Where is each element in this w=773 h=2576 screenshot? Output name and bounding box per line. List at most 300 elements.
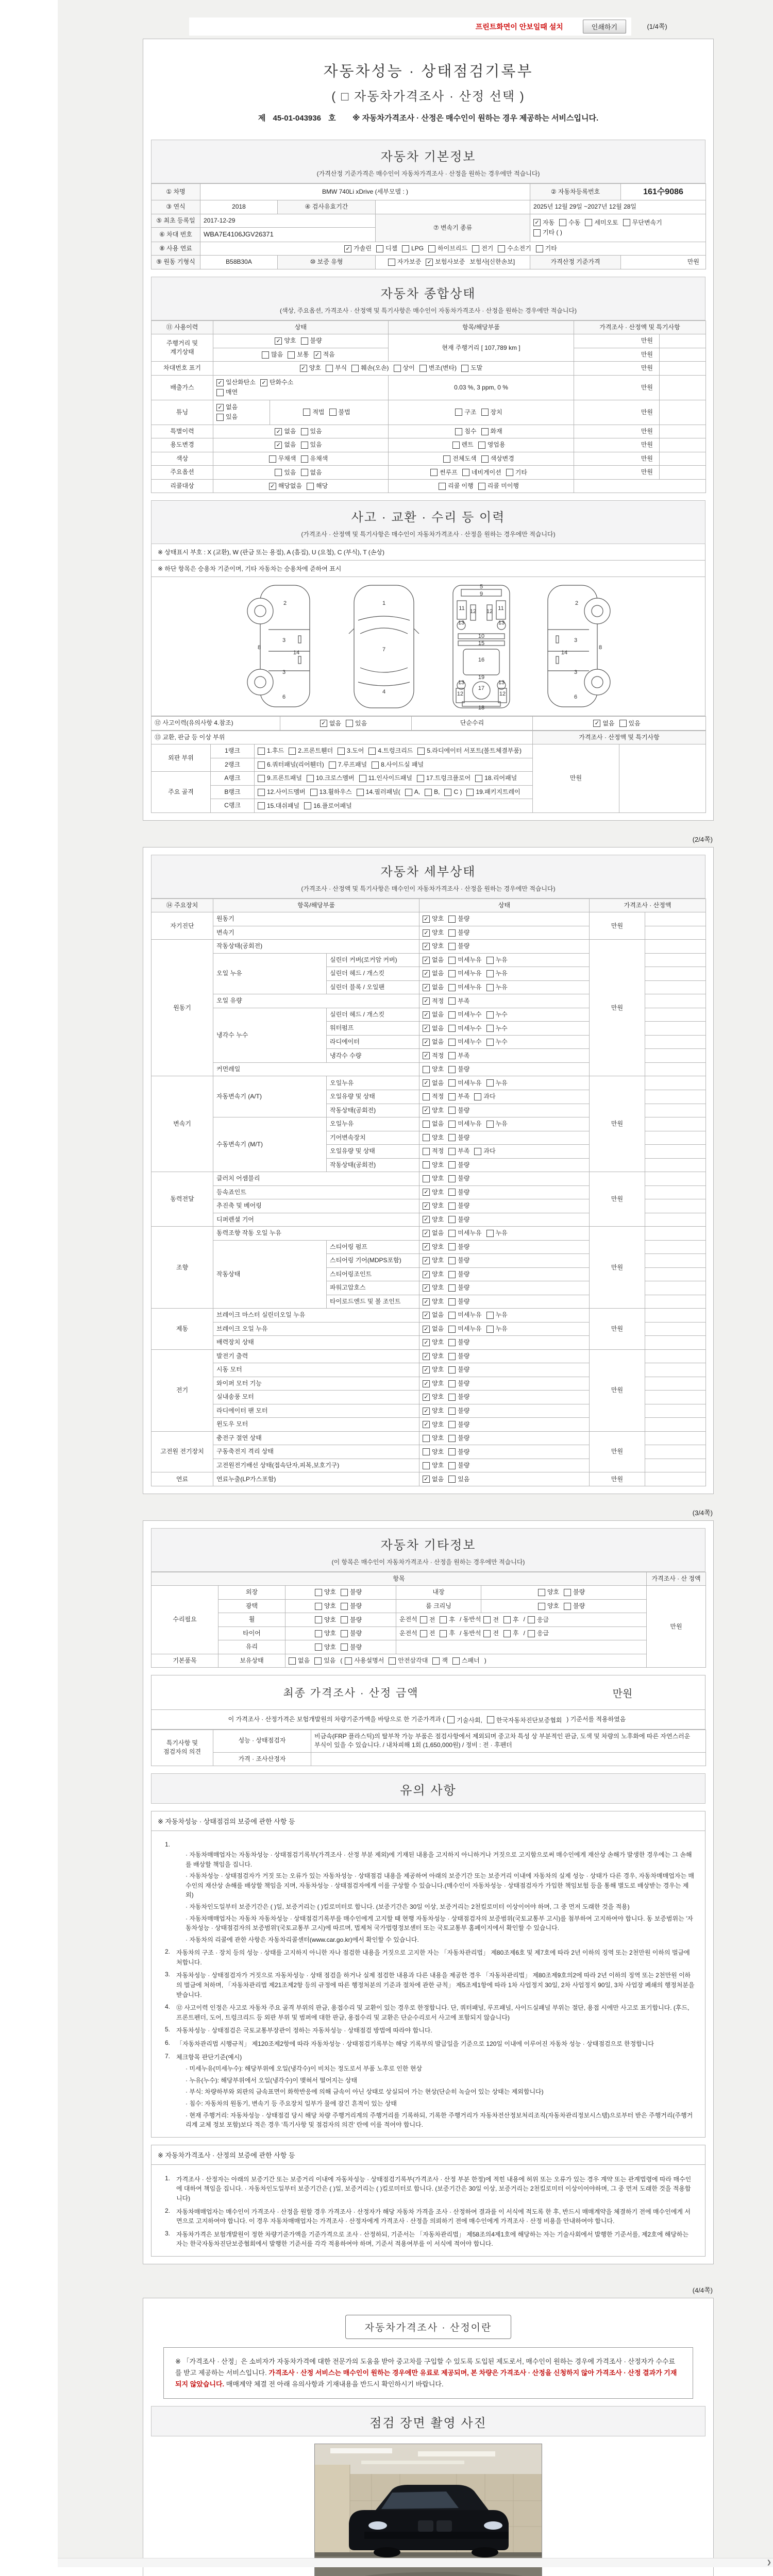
checkbox-14.필러패널([interactable] — [357, 788, 400, 796]
checkbox-없음[interactable] — [275, 440, 296, 449]
checkbox-19.패키지트레이[interactable] — [466, 788, 520, 796]
checkbox-label: 양호 — [547, 1588, 559, 1596]
cell: ⑦ 변속기 종류 — [376, 214, 530, 242]
checkbox-영업용[interactable] — [478, 440, 506, 449]
checkbox-C )[interactable] — [444, 788, 462, 796]
checkbox-있음[interactable] — [301, 440, 322, 449]
checkbox-B,[interactable] — [425, 788, 440, 796]
checkbox-양호[interactable] — [423, 1188, 444, 1197]
checkbox-응급[interactable] — [528, 1629, 549, 1638]
checkbox-색상변경[interactable] — [481, 454, 514, 463]
checkbox-양호[interactable] — [315, 1588, 336, 1597]
cell: 오일누유 — [327, 1117, 419, 1131]
checkbox-안전삼각대[interactable] — [389, 1656, 428, 1665]
checkbox-11.인사이드패널[interactable] — [359, 774, 412, 783]
checkbox-label: 응급 — [536, 1616, 549, 1623]
checkbox-일산화탄소[interactable] — [216, 378, 256, 387]
checkbox-전[interactable] — [420, 1616, 435, 1624]
checkbox-부족[interactable] — [448, 1052, 469, 1060]
cell: 등속죠인트 — [213, 1185, 419, 1199]
checkbox-6.쿼터패널(리어휀더)[interactable] — [258, 760, 324, 769]
checkbox-불량[interactable] — [448, 928, 469, 937]
unchecked-box-icon — [448, 1243, 456, 1250]
checkbox-미세누수[interactable] — [448, 1010, 481, 1019]
cell: 가격조사 · 산 정액 — [647, 1572, 706, 1585]
checkbox-없음[interactable] — [423, 1024, 444, 1033]
checkbox-label: 양호 — [432, 1420, 444, 1428]
checkbox-침수[interactable] — [455, 427, 476, 436]
checked-box-icon: ✓ — [423, 1476, 430, 1483]
checkbox-보험사보증[interactable] — [426, 258, 465, 266]
checkbox-label: 무채색 — [278, 455, 296, 462]
checkbox-label: 불량 — [458, 1406, 470, 1414]
checkbox-기술사회,[interactable] — [447, 1716, 482, 1724]
checkbox-도말[interactable] — [461, 364, 482, 372]
checkbox-기타 ( )[interactable] — [533, 228, 562, 237]
checkbox-양호[interactable] — [423, 942, 444, 951]
checkbox-전기[interactable] — [472, 244, 493, 253]
checkbox-양호[interactable] — [423, 1201, 444, 1210]
checkbox-누유[interactable] — [486, 1229, 508, 1238]
checkbox-양호[interactable] — [538, 1602, 559, 1611]
checkbox-부식[interactable] — [326, 364, 347, 372]
checkbox-label: 잭 — [442, 1657, 448, 1665]
checkbox-있음[interactable] — [346, 719, 367, 728]
checkbox-무채색[interactable] — [269, 454, 296, 463]
cell: ① 차명 — [152, 184, 200, 200]
checkbox-전[interactable] — [483, 1629, 499, 1638]
checkbox-불량[interactable] — [448, 1420, 469, 1429]
unchecked-box-icon — [275, 469, 282, 476]
checkbox-해당[interactable] — [307, 482, 328, 490]
checkbox-불량[interactable] — [448, 1201, 469, 1210]
checkbox-label: 불량 — [458, 1188, 470, 1196]
checkbox-없음[interactable] — [423, 1325, 444, 1333]
checkbox-많음[interactable] — [262, 350, 283, 359]
cell — [645, 1117, 706, 1131]
checked-box-icon: ✓ — [423, 1202, 430, 1210]
checkbox-양호[interactable] — [423, 1352, 444, 1361]
checkbox-후[interactable] — [440, 1616, 455, 1624]
checkbox-후[interactable] — [503, 1616, 519, 1624]
checkbox-없음[interactable] — [320, 719, 341, 728]
checkbox-과다[interactable] — [474, 1092, 495, 1101]
checkbox-적정[interactable] — [423, 1092, 444, 1101]
checkbox-전체도색[interactable] — [443, 454, 476, 463]
checkbox-label: 기타 ( ) — [543, 229, 562, 236]
cell: WBA7E4106JGV26371 — [200, 227, 376, 242]
checkbox-누유[interactable] — [486, 956, 508, 964]
checkbox-group-cell — [213, 375, 389, 400]
page-indicator-1: (1/4쪽) — [647, 22, 667, 30]
checkbox-label: 양호 — [432, 1338, 444, 1346]
checkbox-화재[interactable] — [481, 427, 502, 436]
checkbox-구조[interactable] — [455, 408, 476, 417]
checkbox-미세누유[interactable] — [448, 983, 481, 992]
checkbox-없음[interactable] — [423, 956, 444, 964]
checkbox-누수[interactable] — [486, 1024, 508, 1033]
unchecked-box-icon — [423, 1175, 430, 1182]
checkbox-스패너[interactable] — [452, 1656, 480, 1665]
checkbox-없음[interactable] — [301, 468, 322, 477]
checkbox-미세누수[interactable] — [448, 1024, 481, 1033]
checkbox-있음[interactable] — [448, 1475, 469, 1484]
checkbox-전[interactable] — [483, 1616, 499, 1624]
checkbox-하이브리드[interactable] — [428, 244, 467, 253]
checkbox-세미오토[interactable] — [585, 218, 618, 227]
checkbox-양호[interactable] — [423, 1161, 444, 1170]
checkbox-누수[interactable] — [486, 1010, 508, 1019]
checkbox-상이[interactable] — [394, 364, 415, 372]
checkbox-누수[interactable] — [486, 1038, 508, 1046]
unchecked-box-icon — [448, 1121, 456, 1128]
doc-no-suffix: 호 — [328, 114, 336, 123]
checked-box-icon: ✓ — [423, 929, 430, 937]
checkbox-있음[interactable] — [619, 719, 641, 728]
checkbox-네비게이션[interactable] — [462, 468, 501, 477]
checkbox-해당없음[interactable] — [269, 482, 302, 490]
svg-text:14: 14 — [293, 650, 300, 656]
checkbox-18.리어패널[interactable] — [475, 774, 517, 783]
cell — [645, 1008, 706, 1022]
checkbox-불량[interactable] — [564, 1588, 585, 1597]
notice-item: 4. ⑫ 사고이력 인정은 사고로 자동차 주요 골격 부위의 판금, 용접수리 및 교환이 있는 경우로 한정합니다. 단, 쿼터패널, 루프패널, 사이드실패널 부위는 절단, 용접 시에만 사고로 표기합니다. (후드, 프론트펜더, 도어, 트렁크리드 등 외판 부위 및 범퍼에 대한 판금, 용접수리 및 교환은 단순수리로서 사고에 포함되지 않습니다) — [165, 2003, 690, 2021]
checkbox-양호[interactable] — [315, 1602, 336, 1611]
checkbox-불법[interactable] — [329, 408, 350, 417]
checkbox-label: 없음 — [432, 1229, 444, 1237]
cell: ③ 연식 — [152, 200, 200, 214]
checkbox-불량[interactable] — [341, 1588, 362, 1597]
checkbox-양호[interactable] — [315, 1629, 336, 1638]
checkbox-label: 가솔린 — [354, 244, 372, 252]
checkbox-누유[interactable] — [486, 1311, 508, 1319]
unchecked-box-icon — [341, 1616, 348, 1623]
checkbox-2.프론트휀더[interactable] — [289, 747, 333, 755]
checkbox-없음[interactable] — [275, 427, 296, 436]
checkbox-불량[interactable] — [341, 1643, 362, 1652]
checkbox-수소전기[interactable] — [498, 244, 531, 253]
checkbox-불량[interactable] — [448, 1406, 469, 1415]
checkbox-label: 양호 — [432, 1257, 444, 1264]
checkbox-적정[interactable] — [423, 1147, 444, 1156]
checkbox-양호[interactable] — [423, 1434, 444, 1443]
table-row — [152, 334, 706, 348]
checkbox-있음[interactable] — [301, 427, 322, 436]
checkbox-group-cell — [530, 214, 706, 242]
checkbox-label: 양호 — [432, 1393, 444, 1401]
checkbox-13.휠하우스[interactable] — [310, 788, 352, 796]
table-row — [152, 1626, 706, 1640]
checkbox-적법[interactable] — [303, 408, 324, 417]
checkbox-불량[interactable] — [448, 1270, 469, 1279]
checkbox-양호[interactable] — [538, 1588, 559, 1597]
checkbox-10.크로스멤버[interactable] — [307, 774, 355, 783]
checkbox-불량[interactable] — [448, 1188, 469, 1197]
checkbox-리콜 이행[interactable] — [439, 482, 474, 490]
checkbox-label: 기술사회, — [457, 1716, 482, 1724]
section-title: 자동차 기본정보 — [380, 150, 476, 164]
checkbox-없음[interactable] — [423, 1311, 444, 1319]
checkbox-양호[interactable] — [315, 1616, 336, 1624]
checkbox-양호[interactable] — [423, 1461, 444, 1470]
checkbox-없음[interactable] — [423, 1475, 444, 1484]
checkbox-미세누유[interactable] — [448, 1325, 481, 1333]
checkbox-수동[interactable] — [559, 218, 580, 227]
checkbox-불량[interactable] — [448, 1461, 469, 1470]
checkbox-훼손(오손)[interactable] — [351, 364, 389, 372]
inline-text: / 동반석 — [459, 1629, 481, 1637]
checkbox-불량[interactable] — [448, 1133, 469, 1142]
checkbox-없음[interactable] — [423, 1010, 444, 1019]
cell — [645, 1472, 706, 1486]
table-row — [152, 214, 706, 227]
checkbox-불량[interactable] — [341, 1629, 362, 1638]
checkbox-미세누유[interactable] — [448, 969, 481, 978]
checkbox-불량[interactable] — [448, 942, 469, 951]
checkbox-불량[interactable] — [564, 1602, 585, 1611]
checkbox-과다[interactable] — [474, 1147, 495, 1156]
unchecked-box-icon — [452, 442, 460, 449]
checkbox-불량[interactable] — [301, 336, 322, 345]
unchecked-box-icon — [486, 984, 494, 991]
checkbox-양호[interactable] — [315, 1643, 336, 1652]
checkbox-양호[interactable] — [423, 1256, 444, 1265]
checkbox-1.후드[interactable] — [258, 747, 284, 755]
checkbox-있음[interactable] — [314, 1656, 335, 1665]
table-row — [152, 1599, 706, 1613]
checkbox-자가보증[interactable] — [388, 258, 421, 266]
checkbox-양호[interactable] — [423, 1406, 444, 1415]
checkbox-양호[interactable] — [423, 914, 444, 923]
checkbox-불량[interactable] — [448, 1174, 469, 1183]
checkbox-미세누유[interactable] — [448, 1229, 481, 1238]
checkbox-양호[interactable] — [423, 1338, 444, 1347]
svg-text:4: 4 — [382, 689, 386, 696]
checkbox-렌트[interactable] — [452, 440, 474, 449]
cell: 만원 — [574, 400, 660, 425]
checkbox-양호[interactable] — [300, 364, 321, 372]
checkbox-가솔린[interactable] — [344, 244, 372, 253]
checkbox-무단변속기[interactable] — [623, 218, 662, 227]
checkbox-양호[interactable] — [423, 1133, 444, 1142]
checkbox-불량[interactable] — [448, 1256, 469, 1265]
cell: 수동변속기 (M/T) — [213, 1117, 327, 1172]
cell — [645, 1322, 706, 1336]
checkbox-15.대쉬패널[interactable] — [258, 802, 299, 810]
cell — [645, 1391, 706, 1404]
checkbox-label: 13.휠하우스 — [319, 788, 352, 795]
checkbox-불량[interactable] — [448, 914, 469, 923]
checkbox-5.라디에이터 서포트(볼트체결부품)[interactable] — [417, 747, 522, 755]
checkbox-변조(변타)[interactable] — [419, 364, 457, 372]
checkbox-불량[interactable] — [448, 1434, 469, 1443]
checkbox-미세누유[interactable] — [448, 1311, 481, 1319]
checkbox-한국자동차진단보증협회[interactable] — [487, 1716, 562, 1724]
checkbox-부족[interactable] — [448, 1092, 469, 1101]
checkbox-label: 구조 — [464, 408, 477, 416]
checkbox-탄화수소[interactable] — [260, 378, 293, 387]
checkbox-불량[interactable] — [448, 1161, 469, 1170]
checkbox-장치[interactable] — [481, 408, 502, 417]
checkbox-16.플로어패널[interactable] — [304, 802, 352, 810]
checkbox-불량[interactable] — [448, 1352, 469, 1361]
checkbox-적음[interactable] — [314, 350, 335, 359]
checkbox-있음[interactable] — [216, 413, 238, 421]
cell: 만원 — [574, 438, 660, 452]
checkbox-부족[interactable] — [448, 997, 469, 1006]
checkbox-매연[interactable] — [216, 388, 238, 397]
checkbox-불량[interactable] — [448, 1297, 469, 1306]
cell: 스티어링조인트 — [327, 1267, 419, 1281]
checkbox-전[interactable] — [420, 1629, 435, 1638]
unchecked-box-icon — [372, 761, 379, 769]
unchecked-box-icon — [448, 1435, 456, 1442]
checkbox-미세누유[interactable] — [448, 1120, 481, 1128]
checkbox-기타[interactable] — [506, 468, 527, 477]
checkbox-양호[interactable] — [423, 1065, 444, 1074]
checkbox-label: 과다 — [483, 1147, 496, 1155]
checkbox-불량[interactable] — [448, 1215, 469, 1224]
cell: A랭크 — [211, 772, 255, 786]
checkbox-양호[interactable] — [423, 1283, 444, 1292]
checkbox-8.사이드실 패널[interactable] — [372, 760, 424, 769]
inline-text: 이 가격조사 · 산정가격은 보험개발원의 차량기준가액을 바탕으로 한 기준가격과 ( — [228, 1716, 445, 1723]
checked-box-icon: ✓ — [423, 997, 430, 1005]
checkbox-없음[interactable] — [216, 403, 238, 412]
checkbox-없음[interactable] — [423, 1079, 444, 1088]
checkbox-없음[interactable] — [593, 719, 614, 728]
checkbox-4.트렁크리드[interactable] — [368, 747, 413, 755]
checkbox-label: 양호 — [432, 1133, 444, 1141]
checkbox-부족[interactable] — [448, 1147, 469, 1156]
checkbox-양호[interactable] — [423, 1106, 444, 1115]
checkbox-없음[interactable] — [423, 983, 444, 992]
checkbox-A,[interactable] — [405, 788, 420, 796]
checkbox-양호[interactable] — [275, 336, 296, 345]
checkbox-불량[interactable] — [448, 1243, 469, 1251]
checkbox-없음[interactable] — [423, 1229, 444, 1238]
intro-text-1: ※ 「가격조사 · 산정」은 소비자가 자동차가격에 대한 전문가의 도움을 받아 중고차를 구입할 수 있도록 도입된 제도로서, 매수인이 원하는 경우에 가격조사 · 산정자가 수수료를 받고 제공하는 서비스입니다. — [175, 2357, 676, 2377]
checkbox-7.루프패널[interactable] — [329, 760, 367, 769]
checkbox-없음[interactable] — [423, 1038, 444, 1046]
checkbox-양호[interactable] — [423, 1243, 444, 1251]
checkbox-디젤[interactable] — [376, 244, 397, 253]
checkbox-양호[interactable] — [423, 1379, 444, 1388]
checkbox-label: 누유 — [495, 1229, 508, 1237]
checkbox-불량[interactable] — [341, 1616, 362, 1624]
checkbox-불량[interactable] — [448, 1393, 469, 1401]
checkbox-없음[interactable] — [289, 1656, 310, 1665]
cell: ⑧ 사용 연료 — [152, 242, 200, 256]
checkbox-리콜 미이행[interactable] — [478, 482, 519, 490]
checkbox-누유[interactable] — [486, 1079, 508, 1088]
checkbox-썬루프[interactable] — [430, 468, 458, 477]
pricing-intro-box — [163, 2347, 693, 2399]
checkbox-적정[interactable] — [423, 997, 444, 1006]
checkbox-불량[interactable] — [341, 1602, 362, 1611]
checkbox-group-cell — [396, 1613, 647, 1627]
unchecked-box-icon — [448, 1189, 456, 1196]
checkbox-group-cell — [419, 1322, 590, 1336]
checkbox-양호[interactable] — [423, 1420, 444, 1429]
checkbox-양호[interactable] — [423, 1174, 444, 1183]
checkbox-label: 누유 — [495, 956, 508, 963]
checkbox-불량[interactable] — [448, 1448, 469, 1456]
checkbox-후[interactable] — [503, 1629, 519, 1638]
checkbox-불량[interactable] — [448, 1283, 469, 1292]
checkbox-label: 있음 — [628, 719, 641, 727]
checkbox-없음[interactable] — [423, 1120, 444, 1128]
checkbox-후[interactable] — [440, 1629, 455, 1638]
checkbox-불량[interactable] — [448, 1338, 469, 1347]
checkbox-누유[interactable] — [486, 983, 508, 992]
checkbox-잭[interactable] — [432, 1656, 448, 1665]
checkbox-적정[interactable] — [423, 1052, 444, 1060]
checked-box-icon: ✓ — [423, 1339, 430, 1346]
checkbox-label: 양호 — [324, 1588, 336, 1596]
cell: 오일 누유 — [213, 953, 327, 994]
checkbox-미세누유[interactable] — [448, 956, 481, 964]
checkbox-양호[interactable] — [423, 928, 444, 937]
checkbox-보통[interactable] — [288, 350, 309, 359]
cell: ⑭ 주요장치 — [152, 899, 213, 912]
checkbox-있음[interactable] — [275, 468, 296, 477]
checkbox-유채색[interactable] — [301, 454, 328, 463]
cell — [645, 1172, 706, 1186]
checkbox-양호[interactable] — [423, 1393, 444, 1401]
checkbox-양호[interactable] — [423, 1365, 444, 1374]
section-title: 자동차 세부상태 — [380, 865, 476, 879]
checkbox-사용설명서[interactable] — [345, 1656, 384, 1665]
checkbox-label: 미세누유 — [458, 1120, 482, 1128]
checkbox-불량[interactable] — [448, 1106, 469, 1115]
checkbox-17.트렁크플로어[interactable] — [417, 774, 470, 783]
checkbox-누유[interactable] — [486, 1325, 508, 1333]
print-button[interactable]: 인쇄하기 — [583, 20, 626, 33]
print-install-note: 프린트화면이 안보일때 설치 — [475, 22, 563, 31]
checkbox-label: 보통 — [297, 350, 309, 358]
checkbox-group-cell — [419, 1131, 590, 1145]
checkbox-없음[interactable] — [423, 969, 444, 978]
checkbox-미세누유[interactable] — [448, 1079, 481, 1088]
checkbox-LPG[interactable] — [402, 244, 424, 253]
checkbox-기타[interactable] — [536, 244, 557, 253]
table-row — [152, 899, 706, 912]
checkbox-3.도어[interactable] — [338, 747, 364, 755]
checkbox-누유[interactable] — [486, 969, 508, 978]
checkbox-응급[interactable] — [528, 1616, 549, 1624]
scroll-right-icon[interactable]: ❯ — [766, 2560, 771, 2566]
checkbox-불량[interactable] — [448, 1065, 469, 1074]
cell: 현재 주행거리 [ 107,789 km ] — [389, 334, 574, 362]
horizontal-scrollbar[interactable] — [58, 2558, 773, 2567]
checkbox-양호[interactable] — [423, 1270, 444, 1279]
checkbox-9.프론트패널[interactable] — [258, 774, 302, 783]
unchecked-box-icon — [455, 428, 462, 435]
checkbox-미세누수[interactable] — [448, 1038, 481, 1046]
checkbox-label: 없음 — [432, 1011, 444, 1019]
cell: 브레이크 오일 누유 — [213, 1322, 419, 1336]
checkbox-양호[interactable] — [423, 1297, 444, 1306]
checkbox-누유[interactable] — [486, 1120, 508, 1128]
section-inspection-photos — [151, 2406, 705, 2436]
checkbox-자동[interactable] — [533, 218, 554, 227]
checkbox-양호[interactable] — [423, 1215, 444, 1224]
checkbox-불량[interactable] — [448, 1379, 469, 1388]
checkbox-양호[interactable] — [423, 1448, 444, 1456]
checkbox-12.사이드멤버[interactable] — [258, 788, 306, 796]
checkbox-불량[interactable] — [448, 1365, 469, 1374]
